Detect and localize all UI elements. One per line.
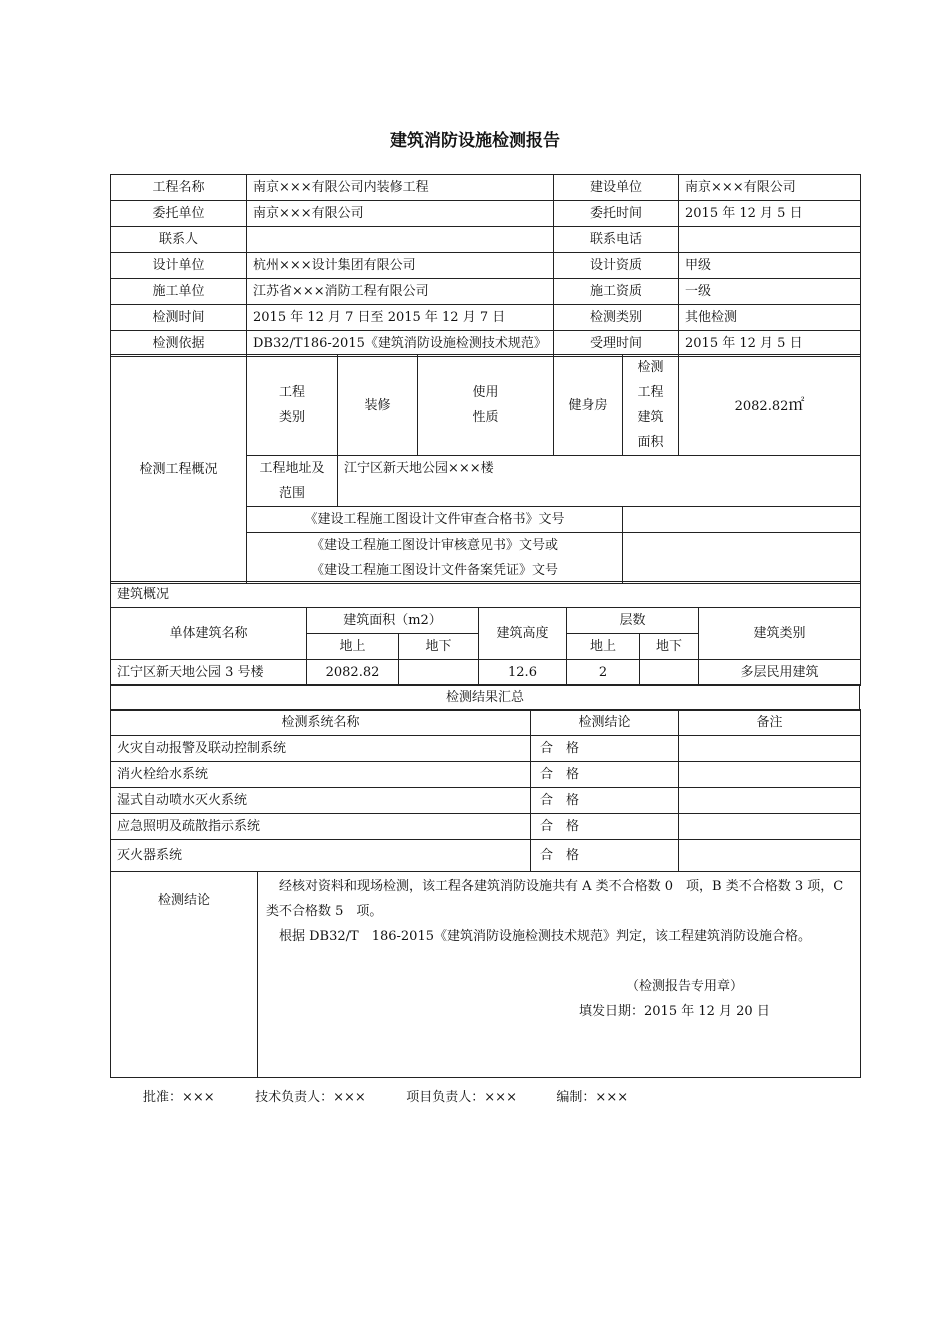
conclusion-body bbox=[258, 872, 861, 1078]
floors-below-header: 地下 bbox=[640, 634, 699, 660]
test-type-value: 其他检测 bbox=[679, 305, 861, 331]
test-time-value: 2015 年 12 月 7 日至 2015 年 12 月 7 日 bbox=[247, 305, 554, 331]
doc1-label: 《建设工程施工图设计文件审查合格书》文号 bbox=[247, 507, 623, 533]
basis-value: DB32/T186-2015《建筑消防设施检测技术规范》 bbox=[247, 331, 554, 357]
type-value: 装修 bbox=[338, 355, 418, 456]
area-label-3: 建筑 bbox=[637, 410, 664, 425]
result-conclusion: 合 格 bbox=[531, 788, 679, 814]
result-remark bbox=[679, 840, 861, 872]
result-conclusion: 合 格 bbox=[531, 814, 679, 840]
col-system-header: 检测系统名称 bbox=[111, 710, 531, 736]
area-label-1: 检测 bbox=[637, 360, 664, 375]
result-conclusion: 合 格 bbox=[531, 736, 679, 762]
result-system: 消火栓给水系统 bbox=[111, 762, 531, 788]
overview-label: 检测工程概况 bbox=[111, 355, 247, 584]
building-floors-header: 层数 bbox=[567, 608, 699, 634]
table-row bbox=[111, 814, 861, 840]
area-value: 2082.82 bbox=[734, 398, 789, 414]
use-label-1: 使用 bbox=[472, 385, 499, 400]
building-area-below bbox=[399, 660, 479, 686]
phone-label: 联系电话 bbox=[554, 227, 679, 253]
signature-footer bbox=[143, 1086, 628, 1105]
type-label-2: 类别 bbox=[278, 410, 305, 425]
building-height-header: 建筑高度 bbox=[479, 608, 567, 660]
area-label-2: 工程 bbox=[637, 385, 664, 400]
accept-time-value: 2015 年 12 月 5 日 bbox=[679, 331, 861, 357]
info-table bbox=[110, 174, 861, 357]
overview-table bbox=[110, 354, 861, 584]
result-remark bbox=[679, 814, 861, 840]
table-row bbox=[111, 736, 861, 762]
col-remark-header: 备注 bbox=[679, 710, 861, 736]
design-unit-value: 杭州×××设计集团有限公司 bbox=[247, 253, 554, 279]
basis-label: 检测依据 bbox=[111, 331, 247, 357]
contact-label: 联系人 bbox=[111, 227, 247, 253]
table-row bbox=[111, 840, 861, 872]
project-name-label: 工程名称 bbox=[111, 175, 247, 201]
results-section-label: 检测结果汇总 bbox=[111, 685, 860, 711]
table-row bbox=[111, 788, 861, 814]
design-unit-label: 设计单位 bbox=[111, 253, 247, 279]
building-category-header: 建筑类别 bbox=[699, 608, 861, 660]
result-conclusion: 合 格 bbox=[531, 762, 679, 788]
phone-value bbox=[679, 227, 861, 253]
project-name-value: 南京×××有限公司内装修工程 bbox=[247, 175, 554, 201]
area-cell bbox=[679, 355, 861, 456]
conclusion-label: 检测结论 bbox=[111, 872, 258, 1078]
result-system: 火灾自动报警及联动控制系统 bbox=[111, 736, 531, 762]
address-value: 江宁区新天地公园×××楼 bbox=[338, 456, 861, 507]
col-conclusion-header: 检测结论 bbox=[531, 710, 679, 736]
use-value: 健身房 bbox=[554, 355, 623, 456]
use-label-2: 性质 bbox=[472, 410, 499, 425]
doc2-value bbox=[623, 533, 861, 584]
contact-value bbox=[247, 227, 554, 253]
area-below-header: 地下 bbox=[399, 634, 479, 660]
building-height: 12.6 bbox=[479, 660, 567, 686]
building-area-above: 2082.82 bbox=[307, 660, 399, 686]
result-system: 湿式自动喷水灭火系统 bbox=[111, 788, 531, 814]
table-row bbox=[111, 660, 861, 686]
design-qual-label: 设计资质 bbox=[554, 253, 679, 279]
address-label-2: 范围 bbox=[278, 486, 305, 501]
results-section-table bbox=[110, 684, 860, 711]
accept-time-label: 受理时间 bbox=[554, 331, 679, 357]
construct-unit-value: 江苏省×××消防工程有限公司 bbox=[247, 279, 554, 305]
conclusion-para-1: 经核对资料和现场检测，该工程各建筑消防设施共有 A 类不合格数 0 项，B 类不合格数 3 项，C 类不合格数 5 项。 bbox=[266, 879, 844, 919]
footer-project: 项目负责人：××× bbox=[406, 1090, 517, 1105]
table-row bbox=[111, 762, 861, 788]
commission-time-label: 委托时间 bbox=[554, 201, 679, 227]
doc2-label-1: 《建设工程施工图设计审核意见书》文号或 bbox=[310, 538, 558, 553]
results-table bbox=[110, 709, 861, 1078]
building-table bbox=[110, 581, 861, 686]
test-type-label: 检测类别 bbox=[554, 305, 679, 331]
address-label-1: 工程地址及 bbox=[259, 461, 325, 476]
issue-date: 填发日期：2015 年 12 月 20 日 bbox=[579, 1004, 770, 1019]
client-value: 南京×××有限公司 bbox=[247, 201, 554, 227]
result-system: 灭火器系统 bbox=[111, 840, 531, 872]
building-section-label: 建筑概况 bbox=[111, 582, 861, 608]
report-title: 建筑消防设施检测报告 bbox=[390, 131, 560, 151]
building-category: 多层民用建筑 bbox=[699, 660, 861, 686]
area-above-header: 地上 bbox=[307, 634, 399, 660]
test-time-label: 检测时间 bbox=[111, 305, 247, 331]
construct-unit-label: 施工单位 bbox=[111, 279, 247, 305]
result-remark bbox=[679, 736, 861, 762]
building-name: 江宁区新天地公园 3 号楼 bbox=[111, 660, 307, 686]
type-label-1: 工程 bbox=[278, 385, 305, 400]
area-label-4: 面积 bbox=[637, 435, 664, 450]
result-remark bbox=[679, 762, 861, 788]
floors-above-header: 地上 bbox=[567, 634, 640, 660]
building-floors-below bbox=[640, 660, 699, 686]
conclusion-para-2: 根据 DB32/T 186-2015《建筑消防设施检测技术规范》判定，该工程建筑消防设施合格。 bbox=[279, 929, 811, 944]
building-floors-above: 2 bbox=[567, 660, 640, 686]
construct-qual-label: 施工资质 bbox=[554, 279, 679, 305]
footer-editor: 编制：××× bbox=[556, 1090, 629, 1105]
result-conclusion: 合 格 bbox=[531, 840, 679, 872]
commission-time-value: 2015 年 12 月 5 日 bbox=[679, 201, 861, 227]
design-qual-value: 甲级 bbox=[679, 253, 861, 279]
construct-qual-value: 一级 bbox=[679, 279, 861, 305]
building-name-header: 单体建筑名称 bbox=[111, 608, 307, 660]
result-system: 应急照明及疏散指示系统 bbox=[111, 814, 531, 840]
doc1-value bbox=[623, 507, 861, 533]
doc2-label-2: 《建设工程施工图设计文件备案凭证》文号 bbox=[310, 563, 558, 578]
client-label: 委托单位 bbox=[111, 201, 247, 227]
builder-value: 南京×××有限公司 bbox=[679, 175, 861, 201]
building-area-header: 建筑面积（m2） bbox=[307, 608, 479, 634]
footer-approve: 批准：××× bbox=[143, 1090, 215, 1105]
stamp-text: （检测报告专用章） bbox=[626, 979, 744, 994]
footer-tech: 技术负责人：××× bbox=[255, 1090, 366, 1105]
area-unit: ㎡ bbox=[788, 394, 805, 414]
builder-label: 建设单位 bbox=[554, 175, 679, 201]
result-remark bbox=[679, 788, 861, 814]
